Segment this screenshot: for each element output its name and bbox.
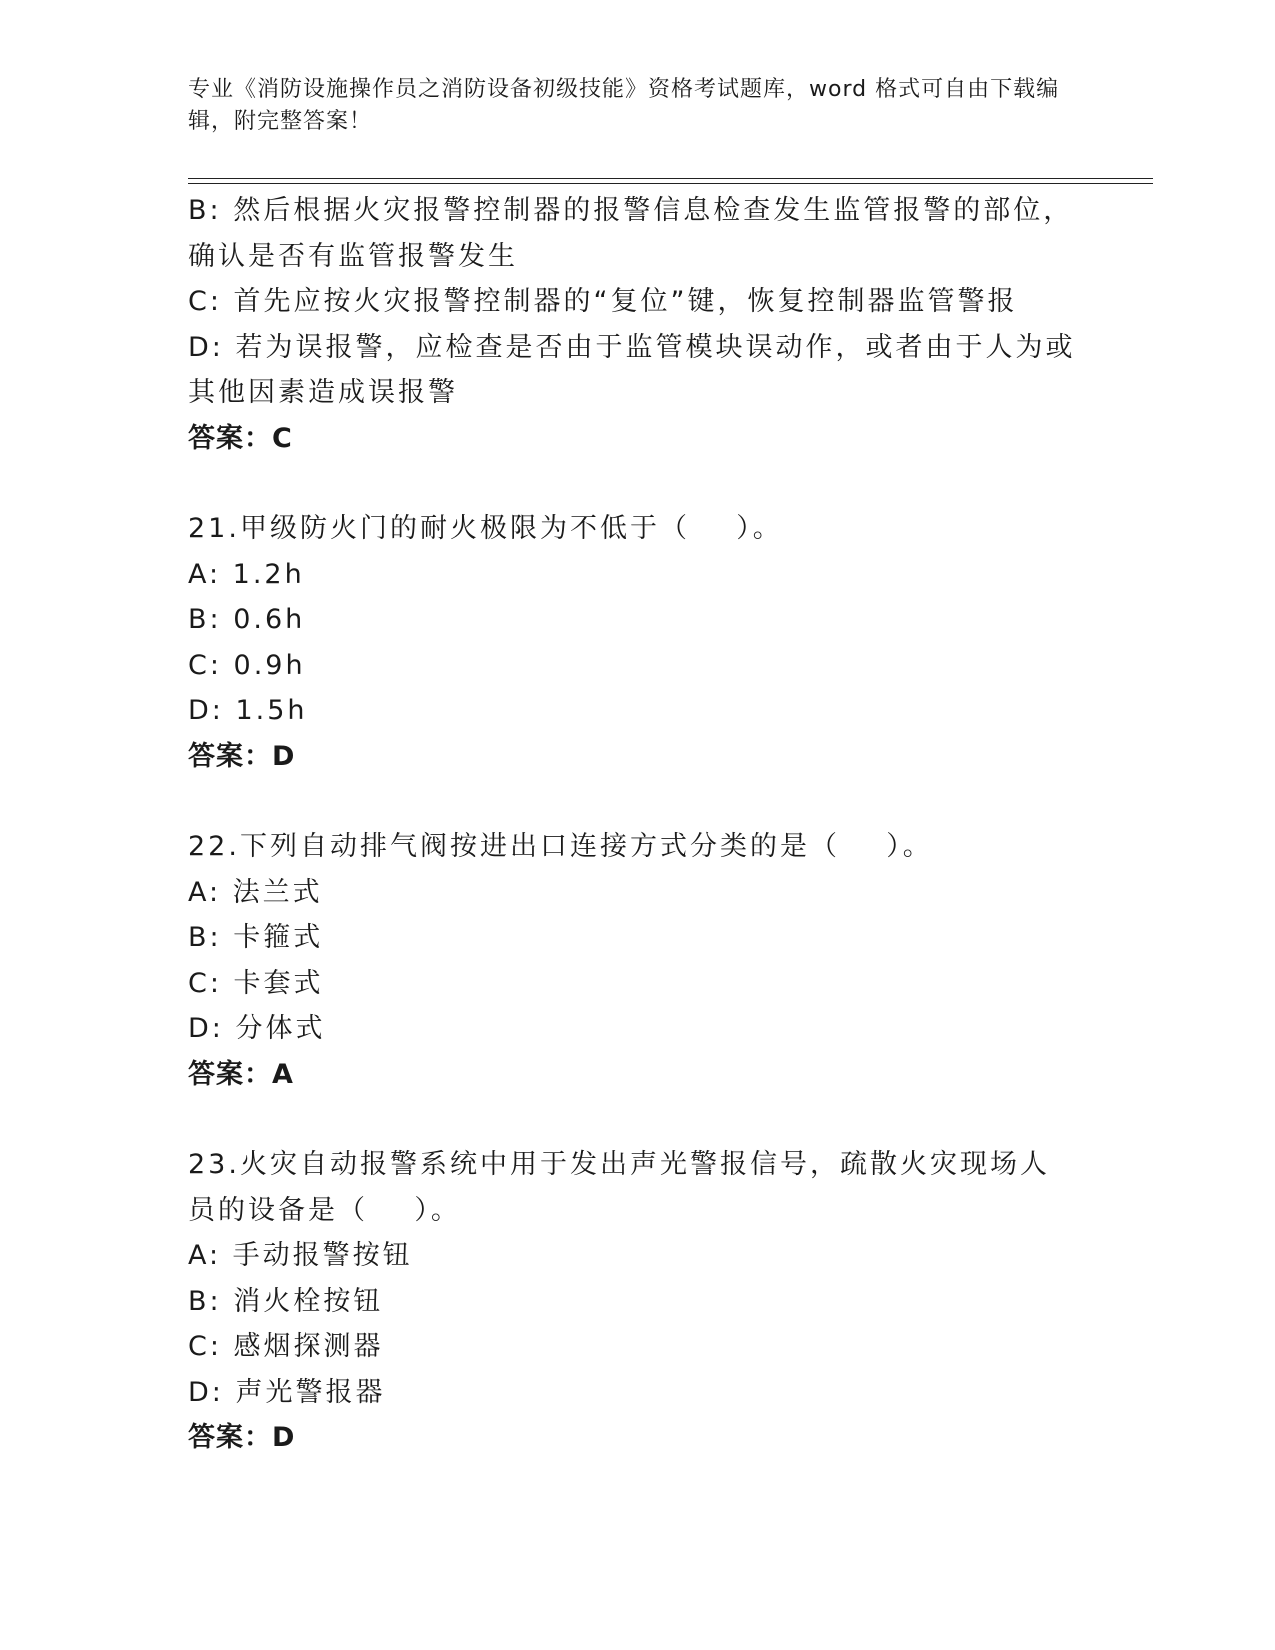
option-d: D: 分体式	[188, 1013, 326, 1044]
answer: 答案：D	[188, 1422, 296, 1453]
option-c: C: 卡套式	[188, 967, 324, 999]
question-21	[188, 506, 1078, 779]
question-23	[188, 1142, 1078, 1461]
option-b: B: 然后根据火灾报警控制器的报警信息检查发生监管报警的部位，确认是否有监管报警发生	[188, 195, 1074, 272]
spacer	[188, 779, 1078, 824]
option-c: C: 感烟探测器	[188, 1331, 384, 1362]
question-stem: 21.甲级防火门的耐火极限为不低于（ ）。	[188, 513, 783, 544]
option-a: A: 法兰式	[188, 876, 323, 908]
document-header: 专业《消防设施操作员之消防设备初级技能》资格考试题库，word 格式可自由下载编辑，附完整答案！	[188, 77, 1060, 134]
header-double-rule	[188, 178, 1153, 184]
option-b: B: 0.6h	[188, 604, 306, 635]
question-22	[188, 824, 1078, 1097]
option-c: C: 0.9h	[188, 649, 306, 681]
spacer	[188, 461, 1078, 506]
option-d: D: 若为误报警，应检查是否由于监管模块误动作，或者由于人为或其他因素造成误报警	[188, 331, 1076, 408]
question-stem: 22.下列自动排气阀按进出口连接方式分类的是（ ）。	[188, 831, 933, 862]
option-c: C: 首先应按火灾报警控制器的“复位”键，恢复控制器监管警报	[188, 286, 1018, 317]
question-stem: 23.火灾自动报警系统中用于发出声光警报信号，疏散火灾现场人员的设备是（ ）。	[188, 1149, 1050, 1226]
option-a: A: 手动报警按钮	[188, 1240, 413, 1271]
option-b: B: 消火栓按钮	[188, 1285, 384, 1317]
answer: 答案：A	[188, 1058, 294, 1090]
option-d: D: 声光警报器	[188, 1376, 386, 1408]
option-b: B: 卡箍式	[188, 922, 324, 953]
spacer	[188, 1097, 1078, 1142]
option-a: A: 1.2h	[188, 558, 305, 590]
previous-question-tail	[188, 188, 1078, 461]
question-content	[188, 188, 1078, 1461]
option-d: D: 1.5h	[188, 695, 308, 726]
answer: 答案：D	[188, 740, 296, 772]
answer: 答案：C	[188, 422, 293, 454]
